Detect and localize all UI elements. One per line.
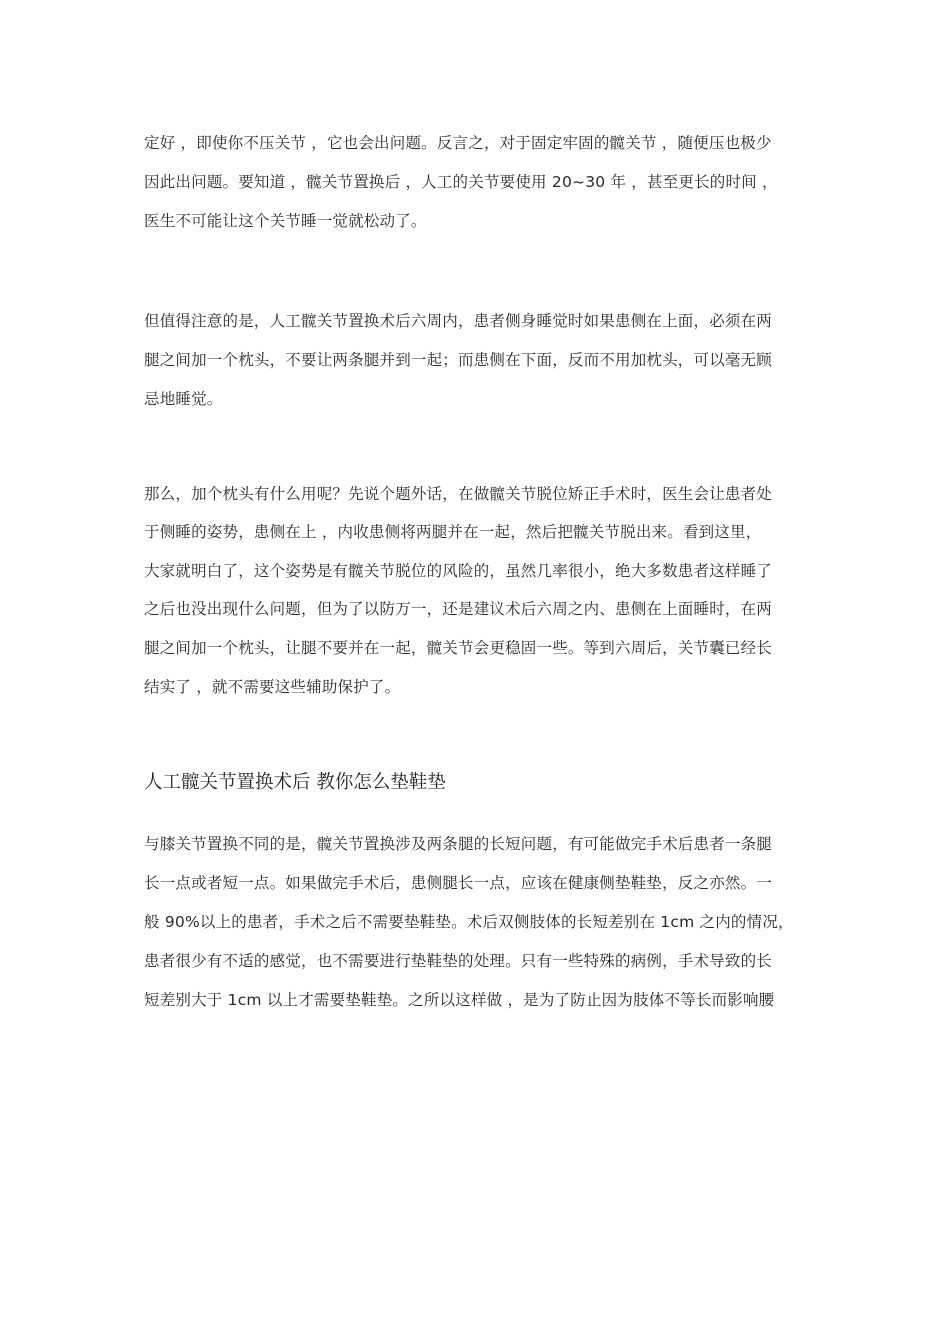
paragraph-line: 定好 ，即使你不压关节 ，它也会出问题。反言之，对于固定牢固的髋关节 ，随便压也极少 [144,134,772,152]
paragraph-line: 医生不可能让这个关节睡一觉就松动了。 [144,212,427,230]
paragraph-line: 患者很少有不适的感觉，也不需要进行垫鞋垫的处理。只有一些特殊的病例，手术导致的长 [144,952,773,970]
paragraph-line: 但值得注意的是，人工髋关节置换术后六周内，患者侧身睡觉时如果患侧在上面，必须在两 [144,312,773,330]
paragraph-line: 腿之间加一个枕头，不要让两条腿并到一起；而患侧在下面，反而不用加枕头，可以毫无顾 [144,351,773,369]
section-heading: 人工髋关节置换术后 教你怎么垫鞋垫 [144,772,446,793]
paragraph-line: 忌地睡觉。 [144,390,223,408]
paragraph-line: 因此出问题。要知道 ，髋关节置换后 ，人工的关节要使用 20~30 年 ，甚至更长的时间 ， [144,173,778,191]
paragraph-line: 大家就明白了，这个姿势是有髋关节脱位的风险的，虽然几率很小，绝大多数患者这样睡了 [144,562,773,580]
paragraph-line: 于侧睡的姿势，患侧在上 ，内收患侧将两腿并在一起，然后把髋关节脱出来。看到这里， [144,523,762,541]
paragraph-line: 腿之间加一个枕头，让腿不要并在一起，髋关节会更稳固一些。等到六周后，关节囊已经长 [144,639,773,657]
paragraph-line: 结实了 ，就不需要这些辅助保护了。 [144,678,401,696]
paragraph-line: 般 90%以上的患者，手术之后不需要垫鞋垫。术后双侧肢体的长短差别在 1cm 之内的情况， [144,913,794,931]
paragraph-line: 短差别大于 1cm 以上才需要垫鞋垫。之所以这样做 ，是为了防止因为肢体不等长而影响腰 [144,991,775,1009]
paragraph-line: 之后也没出现什么问题，但为了以防万一，还是建议术后六周之内、患侧在上面睡时，在两 [144,600,773,618]
paragraph-line: 长一点或者短一点。如果做完手术后，患侧腿长一点，应该在健康侧垫鞋垫，反之亦然。一 [144,874,773,892]
paragraph-line: 那么，加个枕头有什么用呢？先说个题外话，在做髋关节脱位矫正手术时，医生会让患者处 [144,485,773,503]
paragraph-line: 与膝关节置换不同的是，髋关节置换涉及两条腿的长短问题，有可能做完手术后患者一条腿 [144,835,773,853]
